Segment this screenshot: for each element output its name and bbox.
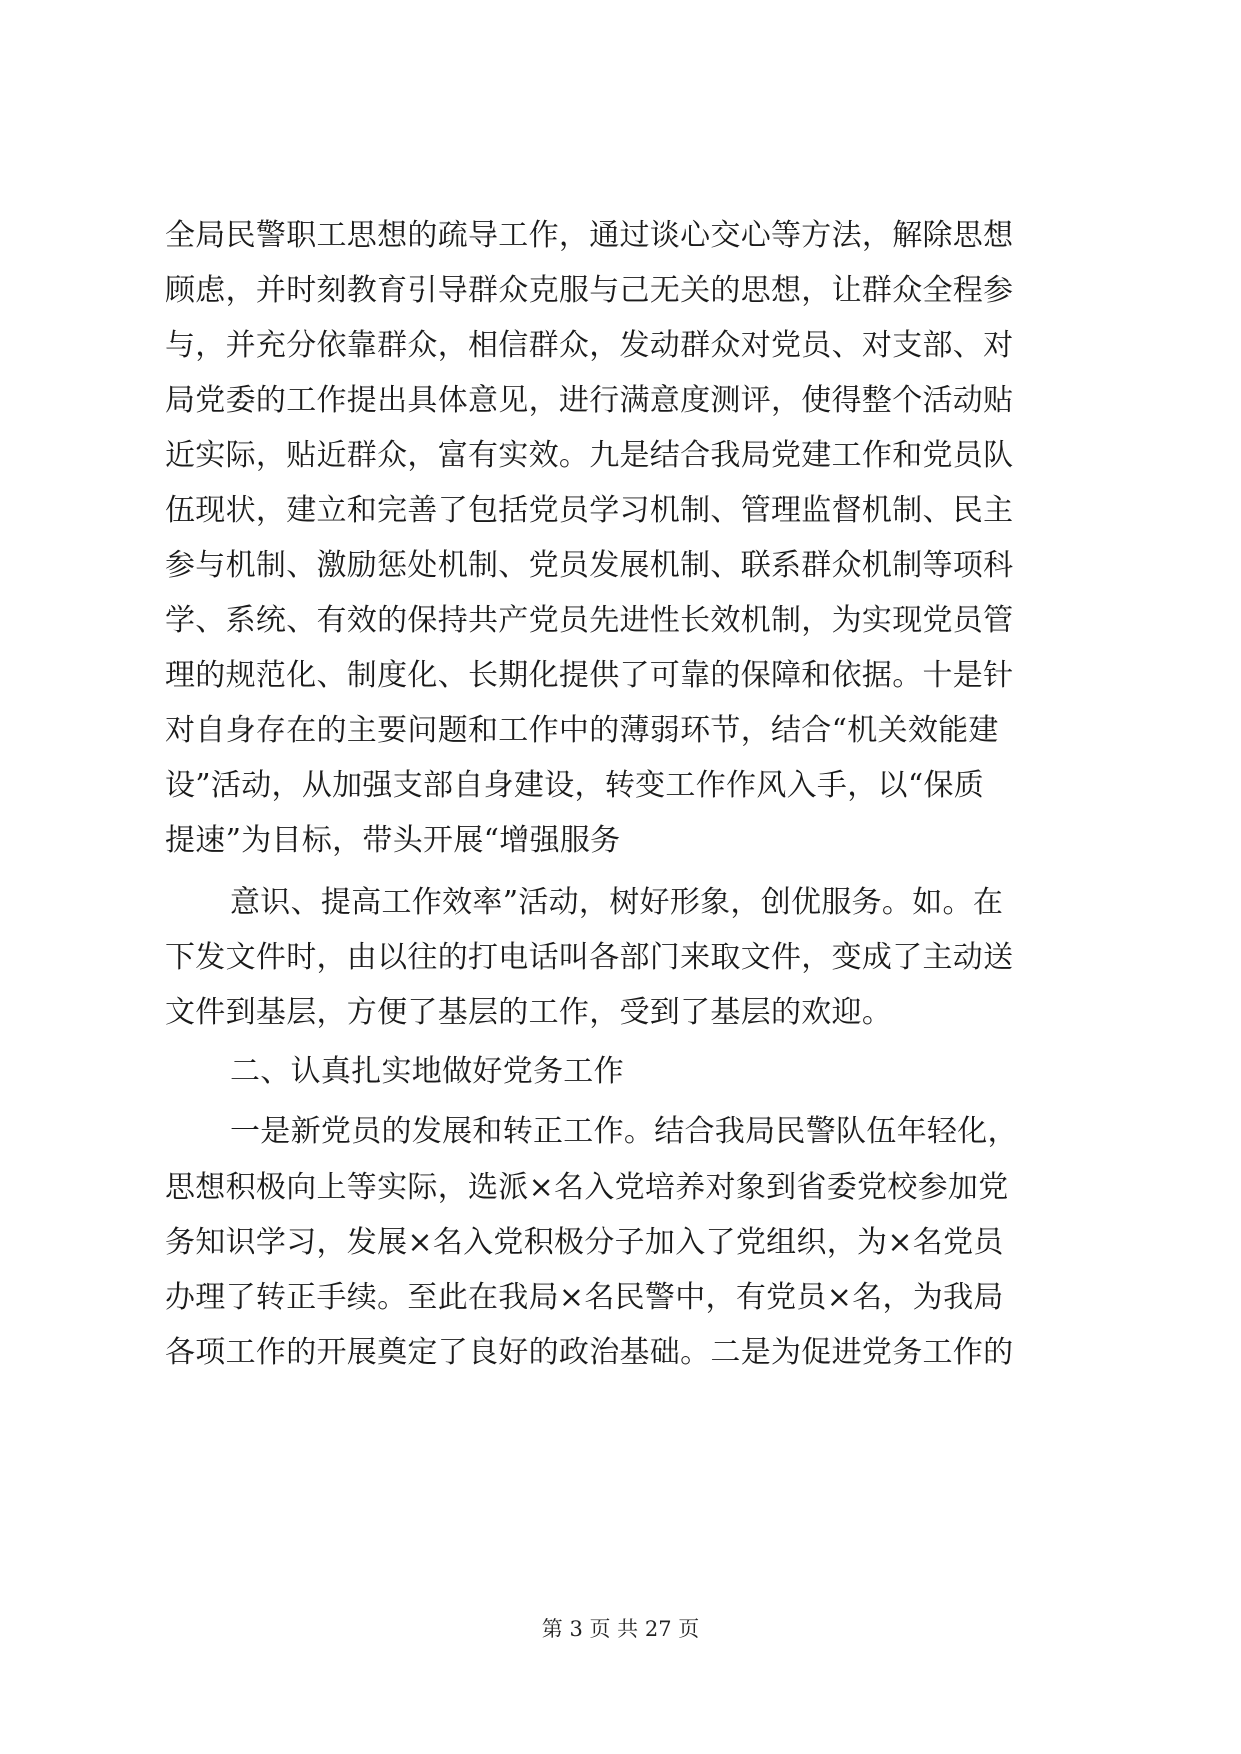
text-line: 全局民警职工思想的疏导工作，通过谈心交心等方法，解除思想	[165, 218, 1014, 253]
text-line: 伍现状，建立和完善了包括党员学习机制、管理监督机制、民主	[165, 493, 1014, 528]
text-line: 顾虑，并时刻教育引导群众克服与己无关的思想，让群众全程参	[165, 273, 1014, 308]
text-line: 学、系统、有效的保持共产党员先进性长效机制，为实现党员管	[165, 603, 1014, 638]
text-line: 与，并充分依靠群众，相信群众，发动群众对党员、对支部、对	[165, 328, 1014, 363]
text-line: 办理了转正手续。至此在我局×名民警中，有党员×名，为我局	[165, 1280, 1004, 1315]
text-line: 一是新党员的发展和转正工作。结合我局民警队伍年轻化，	[230, 1114, 1018, 1149]
text-line: 各项工作的开展奠定了良好的政治基础。二是为促进党务工作的	[165, 1335, 1014, 1370]
text-line: 参与机制、激励惩处机制、党员发展机制、联系群众机制等项科	[165, 548, 1014, 583]
text-line: 文件到基层，方便了基层的工作，受到了基层的欢迎。	[165, 995, 893, 1030]
text-line: 局党委的工作提出具体意见，进行满意度测评，使得整个活动贴	[165, 383, 1014, 418]
text-line: 理的规范化、制度化、长期化提供了可靠的保障和依据。十是针	[165, 658, 1014, 693]
text-line: 意识、提高工作效率”活动，树好形象，创优服务。如。在	[230, 885, 1004, 920]
text-line: 近实际，贴近群众，富有实效。九是结合我局党建工作和党员队	[165, 438, 1014, 473]
text-line: 对自身存在的主要问题和工作中的薄弱环节，结合“机关效能建	[165, 713, 999, 748]
text-line: 提速”为目标，带头开展“增强服务	[165, 823, 621, 858]
text-line: 设”活动，从加强支部自身建设，转变工作作风入手，以“保质	[165, 768, 985, 803]
text-line: 下发文件时，由以往的打电话叫各部门来取文件，变成了主动送	[165, 940, 1014, 975]
text-line: 思想积极向上等实际，选派×名入党培养对象到省委党校参加党	[165, 1170, 1009, 1205]
text-line: 务知识学习，发展×名入党积极分子加入了党组织，为×名党员	[165, 1225, 1004, 1260]
page-number: 第 3 页 共 27 页	[541, 1617, 700, 1641]
section-heading: 二、认真扎实地做好党务工作	[230, 1054, 624, 1089]
